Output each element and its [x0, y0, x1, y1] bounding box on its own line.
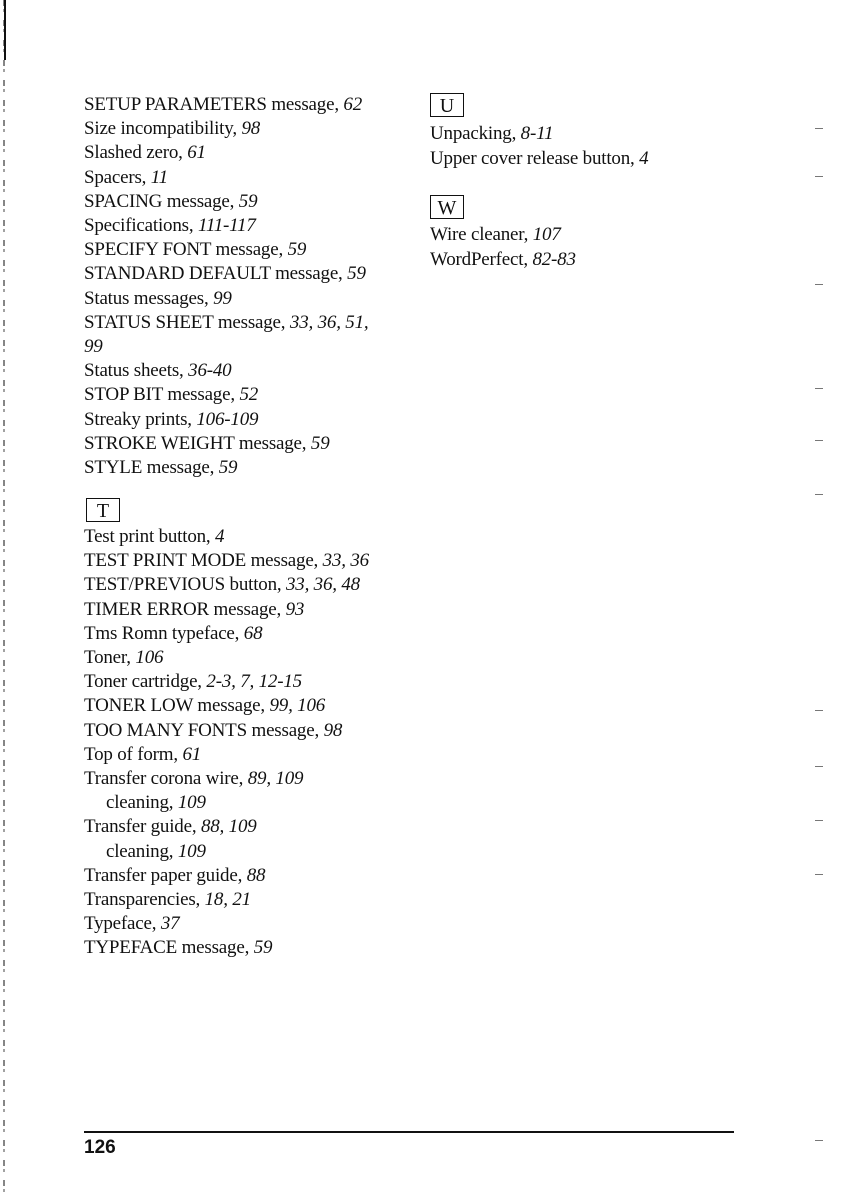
letter-heading-t: T	[86, 498, 120, 522]
index-term: Transfer guide,	[84, 816, 201, 838]
index-term: Upper cover release button,	[430, 147, 640, 169]
index-entry	[84, 141, 206, 165]
letter-heading-w: W	[430, 195, 464, 219]
scan-edge-mark	[4, 0, 6, 60]
index-term: Streaky prints,	[84, 408, 197, 430]
index-term: Status sheets,	[84, 360, 189, 382]
index-entry	[84, 815, 257, 839]
index-entry	[84, 456, 237, 480]
index-page-refs: 99	[213, 287, 232, 309]
page-number: 126	[84, 1137, 116, 1158]
index-term: Typeface,	[84, 913, 161, 935]
index-page-refs: 59	[218, 457, 238, 478]
index-page-refs: 52	[239, 384, 259, 406]
index-term: Wire cleaner,	[430, 224, 533, 245]
margin-mark	[815, 440, 823, 441]
margin-mark	[815, 388, 823, 389]
index-entry	[84, 888, 251, 912]
index-term: TYPEFACE message,	[84, 937, 254, 959]
index-entry	[84, 864, 265, 888]
index-page-refs: 33, 36, 48	[285, 574, 360, 596]
index-term: SETUP PARAMETERS message,	[84, 94, 344, 115]
margin-mark	[815, 820, 823, 821]
index-term: WordPerfect,	[430, 248, 533, 270]
index-term: STROKE WEIGHT message,	[84, 432, 311, 454]
index-page-refs: 59	[287, 239, 307, 261]
index-entry	[430, 122, 553, 146]
index-page-refs: 109	[177, 840, 206, 862]
index-page-refs: 88, 109	[200, 816, 257, 838]
footer-rule	[84, 1131, 734, 1133]
index-entry	[84, 432, 330, 456]
index-page-refs: 93	[285, 598, 305, 620]
index-term: Slashed zero,	[84, 142, 188, 164]
index-page-refs: 111-117	[197, 215, 256, 236]
index-term: TEST/PREVIOUS button,	[84, 574, 286, 596]
index-term: Spacers,	[84, 166, 151, 188]
index-term: SPACING message,	[84, 190, 239, 212]
index-entry	[84, 238, 306, 262]
index-page-refs: 99	[84, 336, 103, 357]
index-term: Specifications,	[84, 215, 198, 236]
index-page-refs: 36-40	[188, 360, 232, 382]
index-entry	[84, 166, 168, 190]
index-page-refs: 89, 109	[247, 768, 304, 789]
index-entry	[84, 767, 303, 791]
index-entry	[84, 840, 206, 864]
margin-mark	[815, 874, 823, 875]
index-entry	[84, 719, 342, 743]
index-page-refs: 109	[177, 792, 206, 814]
index-page-refs: 2-3, 7, 12-15	[206, 671, 302, 693]
index-page-refs: 106	[135, 647, 164, 668]
margin-mark	[815, 176, 823, 177]
index-term: Toner cartridge,	[84, 671, 207, 693]
index-entry	[84, 287, 232, 311]
index-entry	[84, 646, 163, 670]
index-entry	[84, 335, 103, 359]
index-term: Test print button,	[84, 526, 216, 547]
index-term: Transfer paper guide,	[84, 864, 247, 886]
index-page-refs: 99, 106	[269, 695, 326, 717]
index-page-refs: 98	[323, 719, 343, 741]
letter-heading-u: U	[430, 93, 464, 117]
index-entry	[84, 549, 369, 573]
index-term: cleaning,	[106, 792, 178, 814]
index-term: cleaning,	[106, 840, 178, 862]
index-page-refs: 11	[150, 166, 168, 188]
index-term: Size incompatibility,	[84, 118, 242, 140]
index-term: Transparencies,	[84, 889, 205, 910]
index-term: Status messages,	[84, 287, 214, 309]
index-entry	[84, 694, 325, 718]
index-entry	[84, 93, 362, 117]
index-term: Toner,	[84, 647, 136, 668]
index-entry	[84, 359, 231, 383]
index-page-refs: 59	[310, 432, 330, 454]
index-term: TONER LOW message,	[84, 695, 270, 717]
index-entry	[84, 408, 258, 432]
index-term: TOO MANY FONTS message,	[84, 719, 324, 741]
index-term: STOP BIT message,	[84, 384, 240, 406]
index-page-refs: 61	[187, 142, 206, 164]
index-entry	[84, 117, 260, 141]
index-entry	[84, 791, 206, 815]
index-term: STATUS SHEET message,	[84, 311, 290, 333]
index-term: Top of form,	[84, 743, 183, 765]
index-entry	[84, 214, 256, 238]
index-page-refs: 82-83	[532, 248, 576, 270]
index-page-refs: 37	[160, 913, 180, 935]
index-page-refs: 59	[253, 937, 273, 959]
margin-mark	[815, 284, 823, 285]
index-page-refs: 68	[243, 622, 263, 644]
index-page-refs: 59	[238, 190, 258, 212]
index-term: Tms Romn typeface,	[84, 622, 244, 644]
index-page-refs: 88	[246, 864, 266, 886]
index-page-refs: 33, 36	[322, 550, 369, 572]
margin-mark	[815, 1140, 823, 1141]
index-term: STYLE message,	[84, 457, 219, 478]
index-entry	[84, 622, 262, 646]
index-term: STANDARD DEFAULT message,	[84, 263, 348, 285]
margin-mark	[815, 710, 823, 711]
index-entry	[84, 743, 201, 767]
index-entry	[84, 525, 224, 549]
index-page-refs: 98	[241, 118, 261, 140]
index-page-refs: 8-11	[520, 123, 554, 144]
index-page-refs: 107	[532, 224, 561, 245]
index-page-refs: 61	[182, 743, 202, 765]
index-entry	[430, 248, 576, 272]
index-page-refs: 106-109	[196, 408, 259, 430]
margin-mark	[815, 766, 823, 767]
index-entry	[84, 190, 257, 214]
index-entry	[430, 223, 561, 247]
index-term: TIMER ERROR message,	[84, 598, 286, 620]
index-page-refs: 4	[639, 147, 649, 169]
index-term: Unpacking,	[430, 123, 521, 144]
index-entry	[84, 262, 366, 286]
index-entry	[84, 936, 272, 960]
index-term: SPECIFY FONT message,	[84, 239, 288, 261]
index-term: Transfer corona wire,	[84, 768, 248, 789]
margin-mark	[815, 494, 823, 495]
index-entry	[84, 383, 258, 407]
index-entry	[84, 311, 368, 335]
index-term: TEST PRINT MODE message,	[84, 550, 323, 572]
index-entry	[84, 670, 302, 694]
index-page-refs: 62	[343, 94, 363, 115]
index-page-refs: 59	[347, 263, 366, 285]
index-entry	[430, 147, 648, 171]
index-page-refs: 4	[215, 526, 225, 547]
index-page-refs: 18, 21	[204, 889, 251, 910]
index-entry	[84, 573, 360, 597]
scan-edge-artifact	[3, 0, 5, 1199]
index-entry	[84, 912, 179, 936]
index-page-refs: 33, 36, 51,	[289, 311, 369, 333]
index-entry	[84, 598, 304, 622]
margin-mark	[815, 128, 823, 129]
